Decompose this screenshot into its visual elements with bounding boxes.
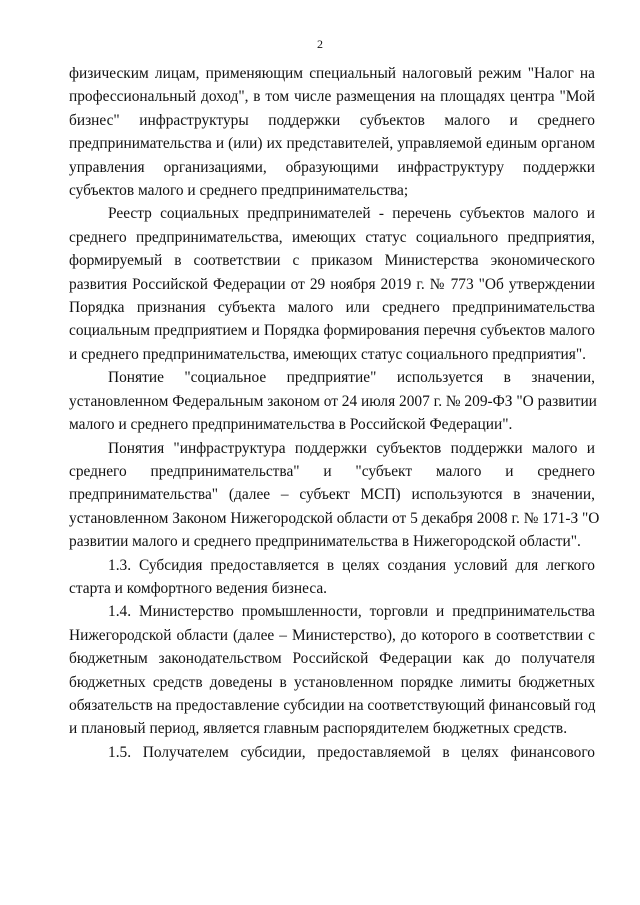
text-line: Реестр социальных предпринимателей - перечень субъектов малого и (108, 205, 595, 223)
text-line: 1.4. Министерство промышленности, торговли и предпринимательства (108, 603, 595, 621)
text-line: Порядка признания субъекта малого или среднего предпринимательства (69, 299, 595, 317)
text-line: установленном Законом Нижегородской области от 5 декабря 2008 г. № 171-З "О (69, 509, 600, 527)
text-line: среднего предпринимательства" и "субъект малого и среднего (69, 462, 595, 480)
text-line: Понятия "инфраструктура поддержки субъектов поддержки малого и (108, 439, 595, 457)
paragraph (69, 600, 595, 740)
text-line: бюджетных средств доведены в установленном порядке лимиты бюджетных (69, 673, 595, 691)
text-line: физическим лицам, применяющим специальный налоговый режим "Налог на (69, 65, 595, 82)
paragraph (69, 437, 600, 554)
paragraph (69, 366, 595, 436)
text-line: установленном Федеральным законом от 24 июля 2007 г. № 209-ФЗ "О развитии (69, 392, 597, 410)
text-line: обязательств на предоставление субсидии на соответствующий финансовый год (69, 696, 596, 714)
text-line: социальным предприятием и Порядка формирования перечня субъектов малого (69, 322, 595, 340)
paragraph (69, 554, 595, 601)
text-line: формируемый в соответствии с приказом Министерства экономического (69, 252, 595, 270)
text-line: 1.3. Субсидия предоставляется в целях создания условий для легкого (108, 556, 595, 574)
text-line: среднего предпринимательства, имеющих статус социального предприятия, (69, 228, 595, 246)
text-line: развитии малого и среднего предпринимательства в Нижегородской области". (69, 533, 581, 551)
text-line: предпринимательства" (далее – субъект МСП) используются в значении, (69, 486, 595, 504)
text-line: предпринимательства и (или) их представителей, управляемой единым органом (69, 135, 595, 153)
text-line: управления организациями, образующими инфраструктуру поддержки (69, 158, 595, 176)
text-line: бизнес" инфраструктуры поддержки субъектов малого и среднего (69, 111, 595, 129)
text-line: малого и среднего предпринимательства в Российской Федерации". (69, 416, 513, 434)
document-body (69, 62, 600, 764)
text-line: Понятие "социальное предприятие" используется в значении, (108, 369, 595, 387)
text-line: и среднего предпринимательства, имеющих статус социального предприятия". (69, 345, 586, 363)
paragraph (69, 62, 595, 202)
text-line: профессиональный доход", в том числе размещения на площадях центра "Мой (69, 88, 595, 106)
text-line: старта и комфортного ведения бизнеса. (69, 579, 328, 597)
page-number: 2 (317, 37, 323, 51)
text-line: бюджетным законодательством Российской Федерации как до получателя (69, 650, 595, 668)
text-line: и плановый период, является главным распорядителем бюджетных средств. (69, 720, 568, 738)
paragraph (69, 741, 595, 764)
text-line: развития Российской Федерации от 29 ноября 2019 г. № 773 "Об утверждении (69, 275, 595, 293)
paragraph (69, 202, 595, 366)
text-line: субъектов малого и среднего предпринимательства; (69, 182, 409, 200)
text-line: 1.5. Получателем субсидии, предоставляемой в целях финансового (108, 743, 595, 761)
text-line: Нижегородской области (далее – Министерство), до которого в соответствии с (69, 626, 595, 644)
